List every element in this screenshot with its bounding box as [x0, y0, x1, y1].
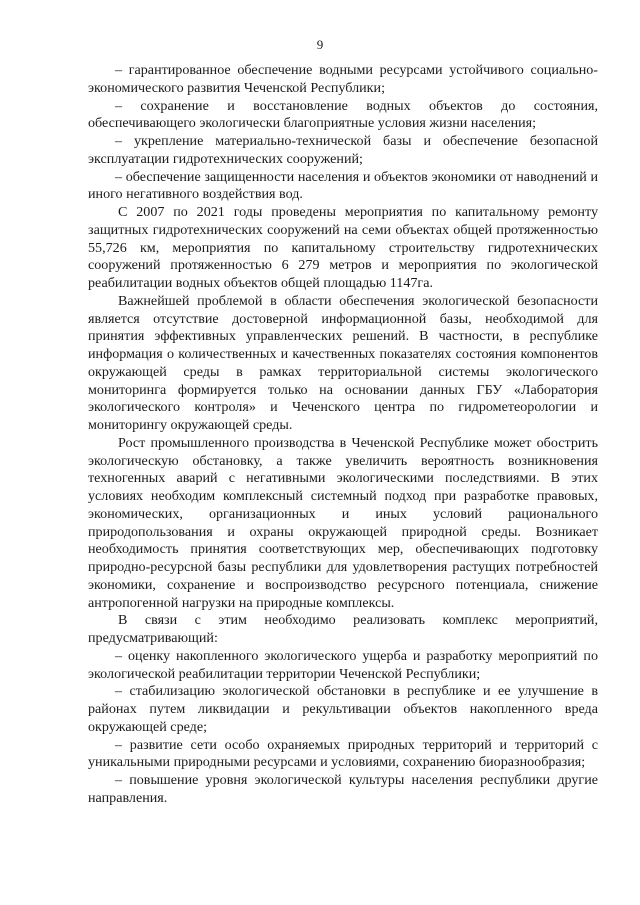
list-item-damage-assessment: – оценку накопленного экологического ущерба и разработку мероприятий по экологической реабилитации территории Чеченской Республики;: [88, 647, 598, 682]
list-item-protected-areas: – развитие сети особо охраняемых природных территорий и территорий с уникальными природными ресурсами и условиями, сохранению биоразнообразия;: [88, 736, 598, 771]
paragraph-industrial-growth: Рост промышленного производства в Чеченской Республике может обострить экологическую обстановку, а также увеличить вероятность возникновения техногенных аварий с негативными экологическими последствиями. В этих условиях необходим комплексный системный подход при разработке правовых, экономических, организационных и иных условий рационального природопользования и охраны окружающей природной среды. Возникает необходимость принятия соответствующих мер, обеспечивающих подготовку природно-ресурсной базы республики для удовлетворения растущих потребностей экономики, сохранение и воспроизводство ресурсного потенциала, снижение антропогенной нагрузки на природные комплексы.: [88, 434, 598, 611]
list-item-hydro-safety: – укрепление материально-технической базы и обеспечение безопасной эксплуатации гидротехнических сооружений;: [88, 133, 598, 167]
list-item-flood-protection: – обеспечение защищенности населения и объектов экономики от наводнений и иного негативного воздействия вод.: [88, 168, 598, 203]
page-number: 9: [316, 37, 324, 52]
paragraph-information-base: Важнейшей проблемой в области обеспечения экологической безопасности является отсутствие достоверной информационной базы, необходимой для принятия эффективных управленческих решений. В частности, в республике информация о количественных и качественных показателях состояния компонентов окружающей среды в рамках территориальной системы экологического мониторинга формируется только на основании данных ГБУ «Лаборатория экологического контроля» и Чеченского центра по гидрометеорологии и мониторингу окружающей среды.: [88, 292, 598, 433]
paragraph-measures-complex: В связи с этим необходимо реализовать комплекс мероприятий, предусматривающий:: [88, 612, 598, 646]
list-item-stabilization: – стабилизацию экологической обстановки в республике и ее улучшение в районах путем ликвидации и рекультивации объектов накопленного вреда окружающей среде;: [88, 683, 598, 735]
list-item-water-restoration: – сохранение и восстановление водных объектов до состояния, обеспечивающего экологически благоприятные условия жизни населения;: [88, 97, 598, 132]
list-item-ecological-culture: – повышение уровня экологической культуры населения республики другие направления.: [88, 772, 598, 806]
paragraph-measures-2007-2021: С 2007 по 2021 годы проведены мероприятия по капитальному ремонту защитных гидротехнических сооружений на семи объектах общей протяженностью 55,726 км, мероприятия по капитальному строительству гидротехнических сооружений протяженностью 6 279 метров и мероприятия по экологической реабилитации водных объектов общей площадью 1147га.: [88, 204, 598, 291]
list-item-water-supply: – гарантированное обеспечение водными ресурсами устойчивого социально-экономического развития Чеченской Республики;: [88, 62, 598, 96]
document-body: [88, 62, 598, 808]
